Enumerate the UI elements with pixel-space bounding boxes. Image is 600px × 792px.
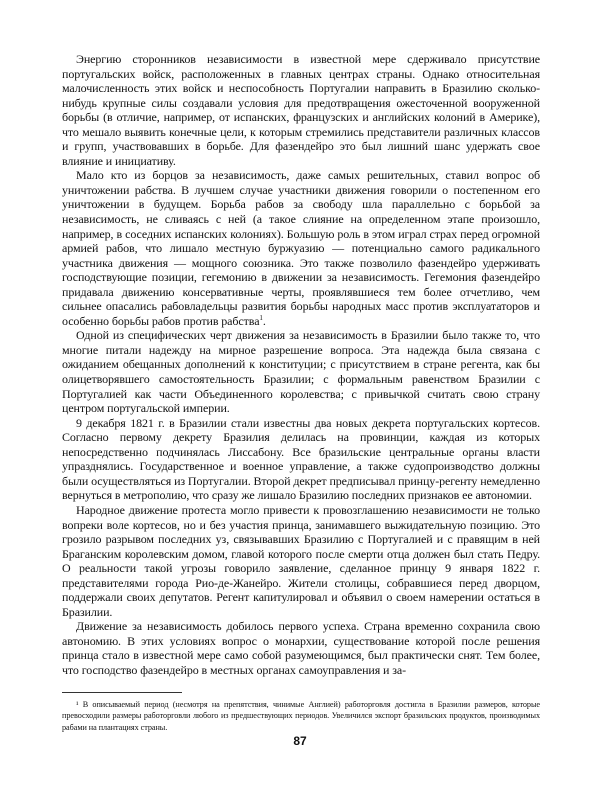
footnote-divider: [62, 692, 182, 693]
paragraph-5: Народное движение протеста могло привести к провозглашению независимости не только вопреки воле кортесов, но и без участия принца, занимавшего выжидательную позицию. Это грозило разрывом последних уз, связывавших Бразилию с Португалией и с правящим в ней Браганским королевским домом, главой которого после смерти отца должен был стать Педру. О реальности такой угрозы говорило заявление, сделанное принцу 9 января 1822 г. представителями города Рио-де-Жанейро. Жители столицы, собравшиеся перед дворцом, поддержали своих депутатов. Регент капитулировал и объявил о своем намерении остаться в Бразилии.: [62, 502, 540, 619]
paragraph-2: Мало кто из борцов за независимость, даже самых решительных, ставил вопрос об уничтожении рабства. В лучшем случае участники движения говорили о постепенном его уничтожении в будущем. Борьба рабов за свободу шла параллельно с борьбой за независимость, не сливаясь с ней (а такое слияние на определенном этапе произошло, например, в соседних испанских колониях). Большую роль в этом играл страх перед огромной армией рабов, что лишало местную буржуазию — потенциально самого радикального участника движения — мощного союзника. Это также позволило фазендейро удерживать господствующие позиции, гегемонию в движении за независимость. Гегемония фазендейро придавала движению консервативные черты, проявлявшиеся тем более отчетливо, чем сильнее опасались рабовладельцы развития борьбы народных масс против эксплуататоров и особенно борьбы рабов против рабства$^1$.: [62, 168, 540, 328]
page-body: [62, 52, 540, 734]
footnote: ¹ В описываемый период (несмотря на препятствия, чинимые Англией) работорговля достигла в Бразилии размеров, которые превосходили размеры работорговли любого из предшествующих периодов. Увеличился экспорт бразильских продуктов, производимых рабами на плантациях страны.: [62, 699, 540, 733]
footnote-marker: 1: [259, 313, 263, 322]
paragraph-1: Энергию сторонников независимости в известной мере сдерживало присутствие португальских войск, расположенных в главных центрах страны. Однако относительная малочисленность этих войск и неспособность Португалии направить в Бразилию сколько-нибудь крупные силы создавали условия для предотвращения ожесточенной вооруженной борьбы (в отличие, например, от испанских, французских и английских колоний в Америке), что мешало выявить конечные цели, к которым стремились представители различных классов и групп, участвовавших в борьбе. Для фазендейро это был лишний шанс удержать свое влияние и инициативу.: [62, 52, 540, 168]
paragraph-6: Движение за независимость добилось первого успеха. Страна временно сохранила свою автономию. В этих условиях вопрос о монархии, существование которой после решения принца стало в известной мере само собой разумеющимся, был практически снят. Тем более, что господство фазендейро в местных органах самоуправления и за-: [62, 619, 540, 677]
paragraph-3: Одной из специфических черт движения за независимость в Бразилии было также то, что многие питали надежду на мирное разрешение вопроса. Эта надежда была связана с ожиданием обещанных дополнений к конституции; с присутствием в стране регента, как бы олицетворявшего самостоятельность Бразилии; с формальным равенством Бразилии с Португалией как части Объединенного королевства; с привычкой считать свою страну центром португальской империи.: [62, 328, 540, 416]
page-number: 87: [293, 734, 307, 748]
paragraph-4: 9 декабря 1821 г. в Бразилии стали известны два новых декрета португальских кортесов. Согласно первому декрету Бразилия делилась на провинции, каждая из которых непосредственно подчинялась Лиссабону. Все бразильские центральные органы власти упразднялись. Государственное и военное управление, а также судопроизводство должны были осуществляться из Португалии. Второй декрет предписывал принцу-регенту немедленно вернуться в метрополию, что сразу же лишало Бразилию последних признаков ее автономии.: [62, 415, 540, 503]
paragraph-2-text: Мало кто из борцов за независимость, даже самых решительных, ставил вопрос об уничтожении рабства. В лучшем случае участники движения говорили о постепенном его уничтожении в будущем. Борьба рабов за свободу шла параллельно с борьбой за независимость, не сливаясь с ней (а такое слияние на определенном этапе произошло, например, в соседних испанских колониях). Большую роль в этом играл страх перед огромной армией рабов, что лишало местную буржуазию — потенциально самого радикального участника движения — мощного союзника. Это также позволило фазендейро удерживать господствующие позиции, гегемонию в движении за независимость. Гегемония фазендейро придавала движению консервативные черты, проявлявшиеся тем более отчетливо, чем сильнее опасались рабовладельцы развития борьбы народных масс против эксплуататоров и особенно борьбы рабов против рабства: [62, 168, 540, 328]
